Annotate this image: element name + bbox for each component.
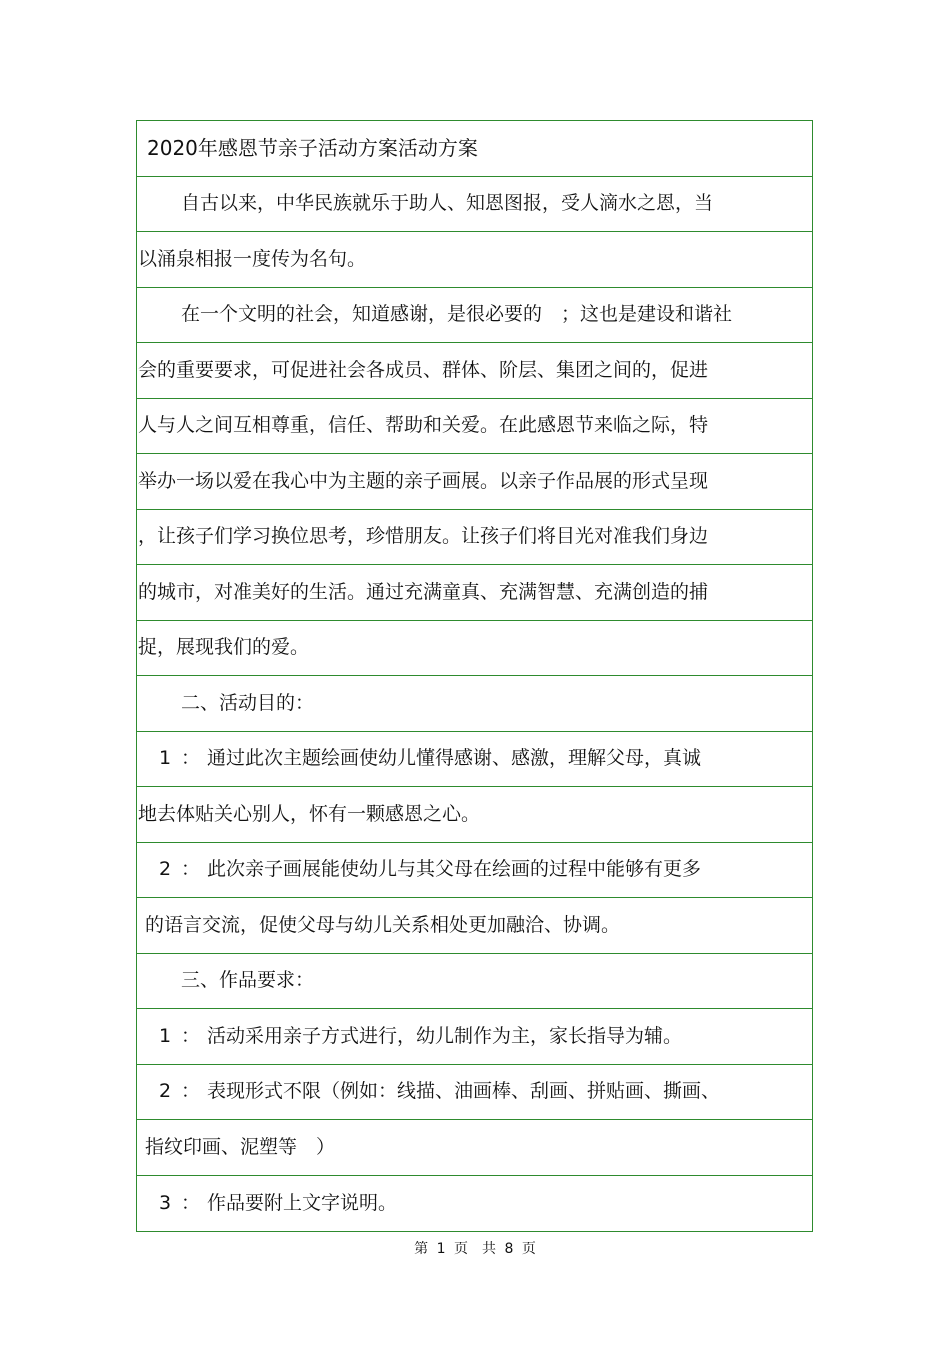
item-colon: ：	[181, 1080, 201, 1103]
paragraph-line: 以涌泉相报一度传为名句。	[137, 232, 812, 288]
footer-mid: 页 共	[454, 1241, 496, 1257]
paragraph-line: 会的重要要求，可促进社会各成员、群体、阶层、集团之间的，促进	[137, 343, 812, 399]
page-footer	[0, 1238, 950, 1258]
item-text: 表现形式不限（例如：线描、油画棒、刮画、拼贴画、撕画、	[207, 1080, 721, 1103]
paragraph-line: 在一个文明的社会，知道感谢，是很必要的 ；这也是建设和谐社	[137, 288, 812, 344]
item-number: 1	[159, 1024, 172, 1047]
paragraph-line: ，让孩子们学习换位思考，珍惜朋友。让孩子们将目光对准我们身边	[137, 510, 812, 566]
numbered-item	[137, 1009, 812, 1065]
document-table	[136, 120, 813, 1232]
numbered-item	[137, 732, 812, 788]
item-text: 此次亲子画展能使幼儿与其父母在绘画的过程中能够有更多	[207, 858, 702, 881]
item-colon: ：	[181, 858, 201, 881]
item-text: 通过此次主题绘画使幼儿懂得感谢、感激，理解父母，真诚	[207, 747, 702, 770]
footer-page-number: 1	[436, 1241, 446, 1257]
footer-suffix: 页	[521, 1241, 536, 1257]
paragraph-line: 捉，展现我们的爱。	[137, 621, 812, 677]
paragraph-line: 指纹印画、泥塑等 ）	[137, 1120, 812, 1176]
paragraph-line: 地去体贴关心别人，怀有一颗感恩之心。	[137, 787, 812, 843]
numbered-item	[137, 843, 812, 899]
item-colon: ：	[181, 1024, 201, 1047]
item-text: 活动采用亲子方式进行，幼儿制作为主，家长指导为辅。	[207, 1024, 683, 1047]
item-colon: ：	[181, 747, 201, 770]
paragraph-line: 的语言交流，促使父母与幼儿关系相处更加融洽、协调。	[137, 898, 812, 954]
section-heading: 二、活动目的：	[137, 676, 812, 732]
document-title: 2020年感恩节亲子活动方案活动方案	[137, 121, 812, 177]
numbered-item	[137, 1176, 812, 1232]
paragraph-line: 自古以来，中华民族就乐于助人、知恩图报，受人滴水之恩，当	[137, 177, 812, 233]
item-number: 2	[159, 1080, 172, 1103]
numbered-item	[137, 1065, 812, 1121]
item-colon: ：	[181, 1191, 201, 1214]
footer-total-pages: 8	[504, 1241, 514, 1257]
paragraph-line: 人与人之间互相尊重，信任、帮助和关爱。在此感恩节来临之际，特	[137, 399, 812, 455]
item-number: 3	[159, 1191, 172, 1214]
section-heading: 三、作品要求：	[137, 954, 812, 1010]
paragraph-line: 的城市，对准美好的生活。通过充满童真、充满智慧、充满创造的捕	[137, 565, 812, 621]
footer-prefix: 第	[414, 1241, 429, 1257]
item-number: 1	[159, 747, 172, 770]
paragraph-line: 举办一场以爱在我心中为主题的亲子画展。以亲子作品展的形式呈现	[137, 454, 812, 510]
item-number: 2	[159, 858, 172, 881]
item-text: 作品要附上文字说明。	[207, 1191, 398, 1214]
